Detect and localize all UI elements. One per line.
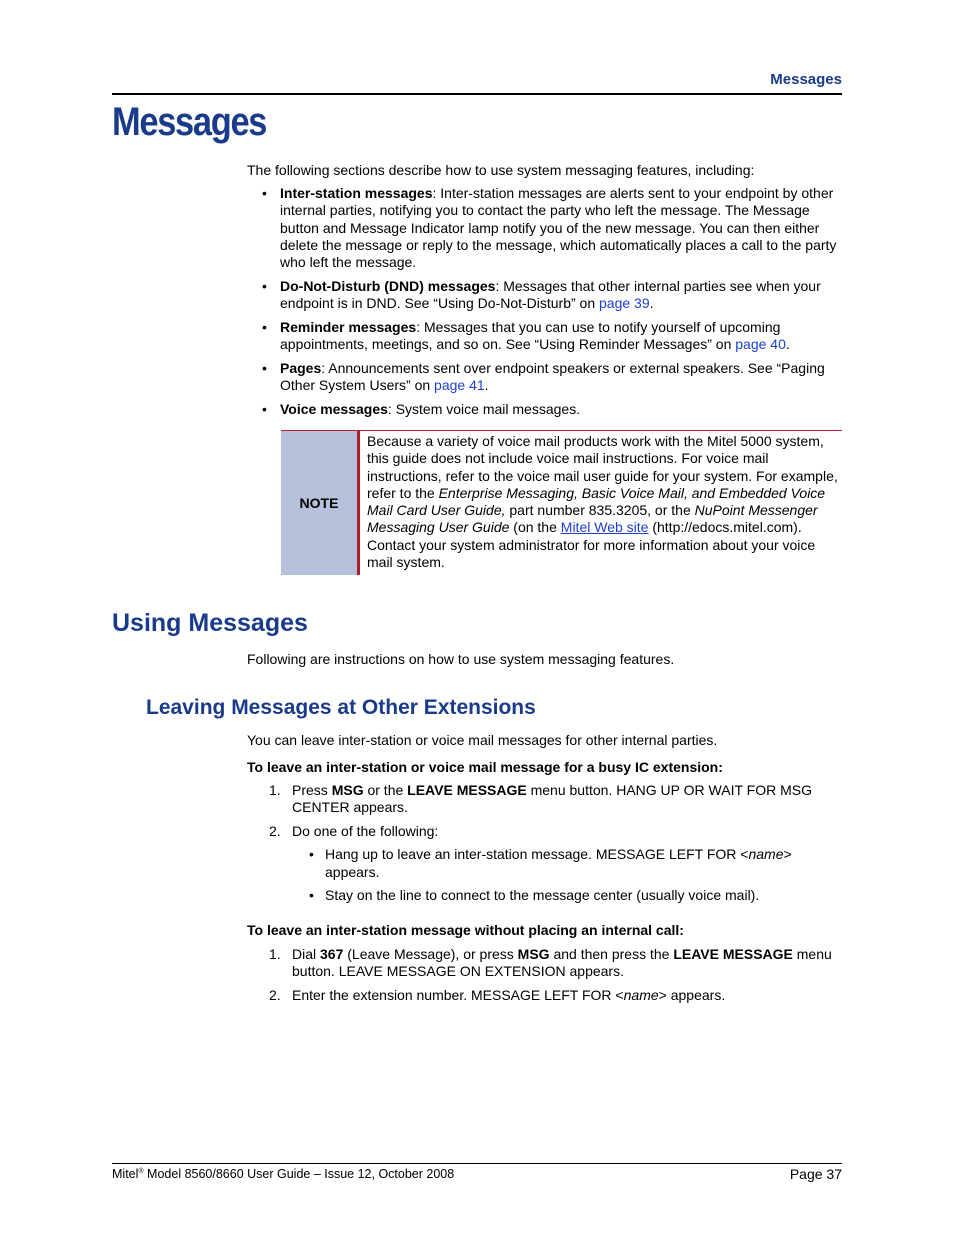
- section-paragraph: Following are instructions on how to use system messaging features.: [247, 651, 675, 667]
- list-item-text: : Messages that you can use to notify yourself of upcoming appointments, meetings, and so on. See “Using Reminder Messages” on: [280, 319, 781, 353]
- intro-paragraph: The following sections describe how to use system messaging features, including:: [247, 162, 755, 178]
- option-text: > appears.: [325, 846, 792, 880]
- option-item: • Stay on the line to connect to the message center (usually voice mail).: [292, 887, 842, 904]
- registered-mark: ®: [138, 1167, 144, 1175]
- step-text: > appears.: [658, 987, 726, 1004]
- list-item-term: Voice messages: [280, 401, 388, 418]
- note-italic-title: Enterprise Messaging, Basic Voice Mail, and Embedded Voice Mail Card User Guide,: [367, 484, 826, 519]
- step-number: 1.: [269, 782, 281, 798]
- step-text: and then press the: [549, 946, 674, 962]
- step-text: (Leave Message), or press: [343, 946, 518, 962]
- list-item-term: Reminder messages: [280, 319, 417, 336]
- list-item-text: : System voice mail messages.: [387, 401, 581, 418]
- note-text-part: (on the: [509, 519, 561, 536]
- list-item-tail: .: [649, 295, 654, 312]
- procedure-step: [247, 946, 842, 981]
- list-item: [247, 401, 842, 418]
- note-label: NOTE: [281, 431, 357, 575]
- key-name: 367: [320, 946, 344, 962]
- feature-list: [247, 185, 842, 425]
- key-name: MSG: [517, 946, 550, 962]
- list-item: [247, 360, 842, 395]
- page-39-link[interactable]: page 39: [599, 295, 650, 312]
- note-text-part: Because a variety of voice mail products work with the Mitel 5000 system, this guide does not include voice mail instructions. For voice mail instructions, refer to the voice mail user guide for your system. For example, refer to the: [367, 433, 838, 501]
- step-text: menu button. HANG UP OR WAIT FOR MSG CENTER appears.: [292, 782, 812, 816]
- subsection-paragraph: You can leave inter-station or voice mail messages for other internal parties.: [247, 732, 718, 748]
- footer-rule: [112, 1163, 842, 1164]
- step-number: 2.: [269, 987, 281, 1004]
- note-divider: [357, 431, 360, 575]
- step-variable: name: [623, 987, 659, 1004]
- page-title: Messages: [112, 100, 267, 144]
- key-name: LEAVE MESSAGE: [673, 946, 793, 962]
- step-text: Dial: [292, 946, 321, 962]
- note-top-rule: [281, 430, 842, 431]
- option-text: Hang up to leave an inter-station message. MESSAGE LEFT FOR <: [325, 846, 749, 863]
- option-item: [292, 846, 842, 881]
- list-item-term: Do-Not-Disturb (DND) messages: [280, 277, 496, 294]
- header-rule: [112, 93, 842, 95]
- step-text: Press: [292, 782, 332, 798]
- step-text: or the: [363, 782, 408, 798]
- option-list: [292, 846, 842, 904]
- step-text: menu button. LEAVE MESSAGE ON EXTENSION appears.: [292, 946, 832, 980]
- list-item-term: Inter-station messages: [280, 185, 433, 201]
- list-item-term: Pages: [280, 360, 322, 377]
- key-name: MSG: [331, 782, 364, 798]
- subsection-heading-leaving-messages: Leaving Messages at Other Extensions: [146, 696, 536, 719]
- list-item-text: : Announcements sent over endpoint speakers or external speakers. See “Paging Other System Users” on: [280, 360, 825, 394]
- running-header-title: Messages: [770, 71, 842, 88]
- list-item: [247, 319, 842, 354]
- mitel-web-site-link[interactable]: Mitel Web site: [560, 519, 649, 536]
- procedure-step: [247, 987, 842, 1004]
- step-text: Do one of the following:: [292, 823, 439, 840]
- step-text: Enter the extension number. MESSAGE LEFT FOR <: [292, 987, 624, 1004]
- key-name: LEAVE MESSAGE: [407, 782, 527, 798]
- list-item-tail: .: [484, 377, 489, 394]
- page-40-link[interactable]: page 40: [735, 336, 786, 353]
- step-number: 2.: [269, 823, 281, 840]
- note-italic-title: NuPoint Messenger Messaging User Guide: [367, 502, 818, 536]
- option-variable: name: [748, 846, 784, 863]
- note-text: [367, 433, 839, 571]
- list-item-text: : Inter-station messages are alerts sent to your endpoint by other internal parties, notifying you to contact the party who left the message. The Message button and Message Indicator lamp notify you of the new message. You can then either delete the message or reply to the message, which automatically places a call to the party who left the message.: [280, 185, 837, 271]
- section-heading-using-messages: Using Messages: [112, 609, 308, 637]
- step-number: 1.: [269, 946, 281, 962]
- list-item-tail: .: [785, 336, 790, 353]
- list-item: [247, 278, 842, 313]
- procedure-step: [247, 823, 842, 905]
- page-41-link[interactable]: page 41: [434, 377, 485, 394]
- list-item-text: : Messages that other internal parties see when your endpoint is in DND. See “Using Do-Not-Disturb” on: [280, 277, 821, 312]
- footer-document-title: [112, 1167, 454, 1181]
- page-number: Page 37: [789, 1166, 842, 1182]
- note-text-part: part number 835.3205, or the: [505, 502, 695, 519]
- procedure-steps: [247, 946, 842, 1011]
- procedure-step: [247, 782, 842, 817]
- list-item: [247, 185, 842, 271]
- procedure-title: To leave an inter-station message without placing an internal call:: [247, 922, 684, 938]
- procedure-steps: [247, 782, 842, 911]
- footer-brand: Mitel: [112, 1167, 139, 1181]
- footer-title-text: Model 8560/8660 User Guide – Issue 12, October 2008: [143, 1167, 455, 1181]
- procedure-title: To leave an inter-station or voice mail message for a busy IC extension:: [247, 759, 723, 775]
- note-text-part: (http://edocs.mitel.com). Contact your system administrator for more information about your voice mail system.: [367, 519, 816, 571]
